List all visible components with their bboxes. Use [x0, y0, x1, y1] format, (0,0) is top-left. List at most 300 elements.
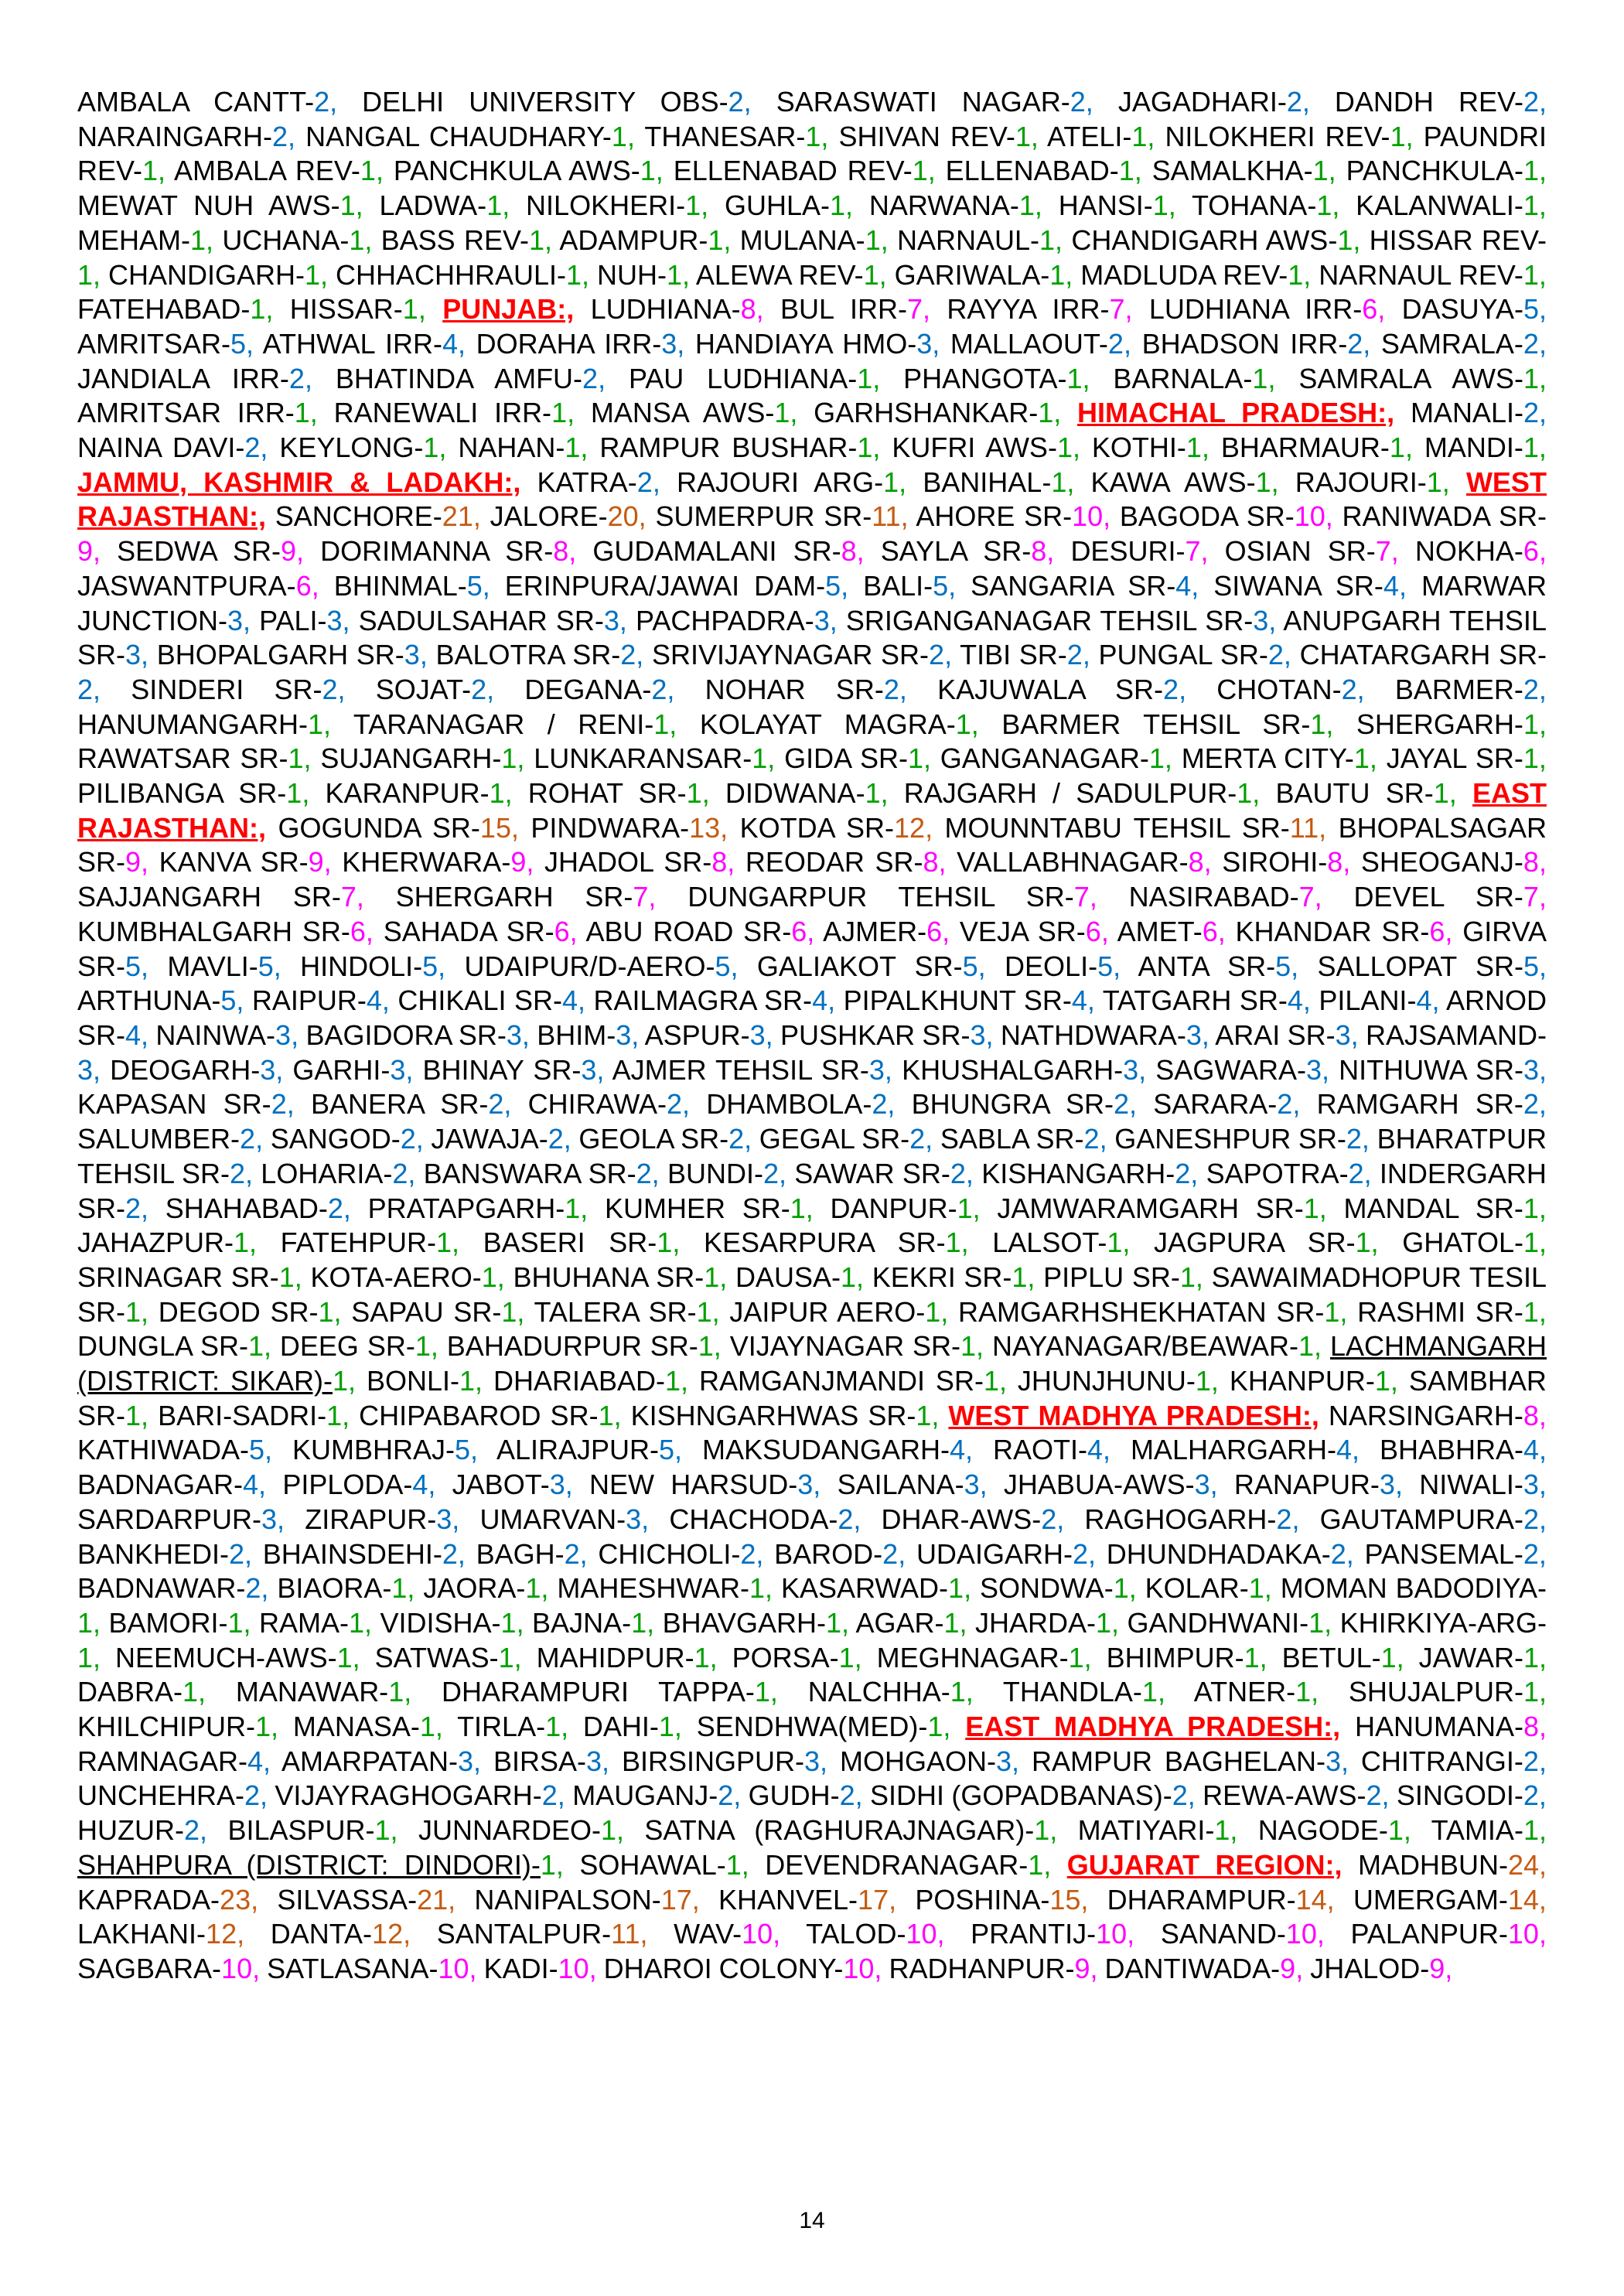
station-entry — [1282, 1642, 1404, 1673]
station-name: MADLUDA REV- — [1080, 258, 1288, 291]
station-entry — [706, 1088, 895, 1120]
rainfall-value: 21, — [417, 1883, 456, 1916]
station-entry — [814, 397, 1061, 428]
station-name: DANTIWADA- — [1104, 1952, 1281, 1984]
station-name: DHARAMPUR- — [1107, 1883, 1296, 1916]
rainfall-value: 2, — [1070, 86, 1093, 118]
rainfall-value: 7, — [633, 881, 657, 913]
rainfall-value: 1, — [1288, 258, 1312, 291]
rainfall-value: 3, — [868, 1053, 892, 1086]
rainfall-value: 7, — [340, 881, 364, 913]
station-name: GARIWALA- — [894, 258, 1050, 291]
rainfall-value: 2, — [488, 1088, 512, 1121]
rainfall-value: 1, — [288, 742, 312, 775]
rainfall-value: 7, — [1109, 293, 1133, 326]
station-name: NARAINGARH- — [77, 120, 273, 152]
station-name: SRIGANGANAGAR TEHSIL SR- — [845, 604, 1254, 636]
rainfall-value: 2, — [1107, 327, 1131, 360]
station-entry — [77, 1503, 285, 1535]
station-name: RAYYA IRR- — [947, 293, 1110, 326]
station-entry — [77, 1572, 268, 1604]
station-entry — [442, 1676, 778, 1708]
rainfall-value: 1, — [1310, 708, 1334, 740]
station-name: BANKHEDI- — [77, 1537, 230, 1570]
station-name: GALIAKOT SR- — [756, 950, 963, 982]
station-entry — [947, 293, 1132, 325]
station-entry — [677, 466, 906, 498]
station-name: KASARWAD- — [781, 1572, 949, 1605]
rainfall-value: 1, — [391, 1572, 415, 1605]
station-entry — [960, 639, 1090, 670]
station-entry — [674, 155, 936, 186]
station-name: SARDARPUR- — [77, 1503, 262, 1535]
station-entry — [846, 605, 1276, 636]
station-name: SANCHORE- — [275, 500, 442, 533]
station-name: KAPASAN SR- — [77, 1088, 271, 1121]
rainfall-value: 10, — [906, 1918, 945, 1950]
station-entry — [532, 1607, 654, 1639]
station-name: BAJNA- — [532, 1606, 632, 1639]
station-name: JAGPURA SR- — [1153, 1226, 1356, 1259]
station-name: DASUYA- — [1401, 293, 1523, 326]
station-entry — [359, 1400, 621, 1431]
station-name: SANAND- — [1160, 1918, 1286, 1950]
rainfall-value: 3, — [326, 604, 350, 636]
station-name: SAYLA SR- — [880, 535, 1032, 568]
station-entry — [110, 1054, 283, 1086]
station-name: BHIM- — [537, 1018, 616, 1051]
rainfall-value: 1, — [498, 1641, 522, 1673]
rainfall-value: 1, — [694, 1641, 718, 1673]
station-name: KHANDAR SR- — [1235, 915, 1430, 947]
station-entry — [980, 1572, 1137, 1604]
station-name: NARNAUL REV- — [1319, 258, 1523, 291]
station-entry — [267, 1953, 476, 1984]
station-name: KESARPURA SR- — [703, 1226, 946, 1259]
station-name: BALOTRA SR- — [435, 639, 621, 671]
station-name: FATEHPUR- — [280, 1226, 436, 1259]
station-entry — [1317, 1088, 1547, 1120]
station-name: GUDH- — [748, 1779, 840, 1812]
station-name: UMERGAM- — [1353, 1883, 1508, 1916]
station-name: KEKRI SR- — [872, 1261, 1012, 1293]
station-entry — [1431, 1814, 1547, 1846]
station-entry — [774, 1538, 906, 1570]
rainfall-value: 1, — [1523, 742, 1547, 775]
station-name: PILANI- — [1319, 984, 1417, 1017]
rainfall-value: 3, — [1335, 1018, 1359, 1051]
rainfall-value: 2, — [1341, 673, 1365, 705]
rainfall-value: 1, — [565, 1192, 589, 1224]
rainfall-value: 1, — [481, 1261, 505, 1293]
station-name: HANUMANGARH- — [77, 708, 309, 740]
station-entry — [1078, 1814, 1238, 1846]
rainfall-value: 9, — [1280, 1952, 1304, 1984]
station-entry — [77, 189, 363, 221]
station-name: AMET- — [1117, 915, 1203, 947]
station-entry — [496, 1434, 682, 1465]
rainfall-value: 2, — [1523, 1745, 1547, 1777]
rainfall-value: 1, — [294, 397, 318, 429]
station-name: TOHANA- — [1191, 189, 1317, 222]
rainfall-value: 1, — [1316, 189, 1340, 222]
station-entry — [537, 1019, 639, 1051]
rainfall-value: 1, — [1049, 258, 1073, 291]
rainfall-value: 1, — [927, 1711, 951, 1743]
station-entry — [1343, 1192, 1546, 1224]
station-entry — [77, 363, 312, 394]
station-name: CHIRAWA- — [527, 1088, 667, 1121]
rainfall-value: 3, — [581, 1053, 605, 1086]
rainfall-value: 1, — [250, 293, 274, 326]
station-entry — [281, 1745, 481, 1777]
rainfall-value: 2, — [1523, 1779, 1547, 1812]
rainfall-value: 5, — [933, 569, 957, 602]
rainfall-value: 1, — [838, 1641, 862, 1673]
station-entry — [1099, 639, 1291, 670]
rainfall-value: 3, — [506, 1018, 530, 1051]
station-entry — [376, 674, 494, 705]
station-entry — [781, 1572, 971, 1604]
station-entry — [1411, 397, 1547, 428]
station-name: RAOTI- — [992, 1434, 1087, 1466]
station-name: NAYANAGAR/BEAWAR- — [991, 1330, 1299, 1363]
station-entry — [423, 1572, 548, 1604]
station-name: DIDWANA- — [725, 777, 865, 810]
rainfall-value: 1, — [1433, 777, 1457, 810]
rainfall-value: 1, — [1312, 155, 1336, 187]
station-entry — [77, 1918, 244, 1950]
station-entry — [353, 708, 677, 740]
rainfall-value: 3, — [125, 639, 149, 671]
station-name: BASERI SR- — [483, 1226, 657, 1259]
station-entry — [368, 1192, 589, 1224]
rainfall-value: 1, — [77, 1641, 101, 1673]
station-entry — [697, 1711, 951, 1742]
rainfall-value: 8, — [923, 846, 947, 878]
station-entry — [334, 397, 575, 428]
rainfall-value: 2, — [636, 1157, 660, 1189]
station-name: BADNAWAR- — [77, 1572, 246, 1605]
rainfall-value: 7, — [1073, 881, 1097, 913]
station-name: PRANTIJ- — [971, 1918, 1097, 1950]
rainfall-value: 2, — [1163, 673, 1187, 705]
station-name: MARWAR JUNCTION- — [77, 569, 1547, 636]
station-name: BIAORA- — [277, 1572, 392, 1605]
rainfall-value: 1, — [1051, 466, 1075, 498]
station-name: JAMWARAMGARH SR- — [997, 1192, 1304, 1224]
station-entry — [351, 1296, 524, 1328]
station-name: BETUL- — [1281, 1641, 1381, 1673]
station-entry — [292, 1054, 413, 1086]
station-entry — [1346, 155, 1547, 186]
station-entry — [592, 535, 864, 567]
station-name: MOUNNTABU TEHSIL SR- — [944, 811, 1290, 844]
rainfall-value: 1, — [1214, 1814, 1238, 1847]
station-name: SIDHI (GOPADBANAS)- — [869, 1779, 1172, 1812]
station-entry — [77, 881, 364, 913]
rainfall-value: 1, — [1523, 1676, 1547, 1708]
station-entry — [1152, 155, 1336, 186]
station-name: SUJANGARH- — [320, 742, 502, 775]
rainfall-value: 1, — [1426, 466, 1450, 498]
station-name: PRATAPGARH- — [367, 1192, 565, 1224]
rainfall-value: 11, — [611, 1918, 648, 1950]
rainfall-value: 1, — [653, 708, 677, 740]
station-entry — [277, 1572, 415, 1604]
station-name: SALUMBER- — [77, 1123, 241, 1155]
rainfall-value: 1, — [501, 1295, 525, 1328]
station-name: KHIRKIYA-ARG- — [1339, 1606, 1547, 1639]
station-name: KISHANGARH- — [981, 1157, 1175, 1189]
station-entry — [1319, 259, 1547, 291]
station-entry — [77, 224, 213, 256]
station-name: JABOT- — [452, 1469, 550, 1501]
station-entry — [336, 363, 606, 394]
rainfall-value: 2, — [1523, 327, 1547, 360]
station-entry — [77, 1884, 258, 1916]
station-name: SOJAT- — [375, 673, 472, 705]
station-entry — [1206, 1158, 1372, 1189]
region-heading: WEST MADHYA PRADESH:, — [948, 1399, 1319, 1431]
station-entry — [597, 259, 690, 291]
rainfall-value: 2, — [620, 639, 644, 671]
station-entry — [1230, 1365, 1398, 1397]
rainfall-value: 1, — [983, 1365, 1007, 1397]
station-name: NILOKHERI- — [526, 189, 686, 222]
station-name: KOTHI- — [1091, 432, 1186, 464]
rainfall-value: 21, — [442, 500, 481, 533]
station-name: JHALOD- — [1310, 1952, 1430, 1984]
rainfall-value: 1, — [459, 1365, 483, 1397]
rainfall-value: 2, — [229, 1537, 253, 1570]
station-name: BAGIDORA SR- — [305, 1018, 507, 1051]
station-name: NARWANA- — [868, 189, 1019, 222]
rainfall-value: 2, — [471, 673, 495, 705]
station-entry — [380, 1607, 524, 1639]
station-name: JHADOL SR- — [544, 846, 712, 878]
station-entry — [1395, 674, 1547, 705]
station-entry — [1107, 1538, 1354, 1570]
station-name: GOGUNDA SR- — [278, 811, 480, 844]
station-entry — [155, 1019, 299, 1051]
station-entry — [1154, 1226, 1379, 1258]
station-name: NAGODE- — [1257, 1814, 1388, 1847]
rainfall-value: 1, — [1118, 155, 1142, 187]
rainfall-value: 8, — [740, 293, 764, 326]
station-entry — [334, 570, 490, 602]
station-name: RAWATSAR SR- — [77, 742, 288, 775]
rainfall-value: 4, — [561, 984, 585, 1017]
station-name: TATGARH SR- — [1102, 984, 1288, 1017]
station-name: SABLA SR- — [940, 1123, 1084, 1155]
station-entry — [305, 1503, 459, 1535]
rainfall-value: 3, — [1523, 1469, 1547, 1501]
station-entry — [320, 535, 576, 567]
station-entry — [735, 1261, 864, 1293]
station-entry — [1387, 742, 1547, 774]
station-entry — [537, 1642, 718, 1673]
station-name: DEOGARH- — [110, 1053, 261, 1086]
station-name: PANCHKULA- — [1346, 155, 1523, 187]
rainfall-value: 2, — [1348, 1157, 1372, 1189]
rainfall-value: 1, — [865, 223, 889, 256]
station-entry — [275, 500, 481, 532]
station-name: BHUNGRA SR- — [911, 1088, 1114, 1121]
station-entry — [281, 1226, 459, 1258]
station-name: AMARPATAN- — [281, 1745, 459, 1777]
station-entry — [528, 777, 710, 809]
station-name: MATIYARI- — [1077, 1814, 1215, 1847]
station-name: LAKHANI- — [77, 1918, 206, 1950]
station-name: MOMAN BADODIYA- — [1280, 1572, 1547, 1605]
station-name: CHOTAN- — [1216, 673, 1342, 705]
rainfall-value: 1, — [1523, 189, 1547, 222]
rainfall-value: 1, — [1523, 1641, 1547, 1673]
station-entry — [599, 432, 880, 463]
station-name: SHEOGANJ- — [1360, 846, 1523, 878]
station-entry — [465, 950, 739, 982]
station-entry — [1192, 189, 1339, 221]
station-entry — [436, 639, 644, 670]
station-name: NATHDWARA- — [1000, 1018, 1186, 1051]
station-name: SANGARIA SR- — [971, 569, 1176, 602]
rainfall-value: 14, — [1295, 1883, 1335, 1916]
station-name: VALLABHNAGAR- — [957, 846, 1189, 878]
station-name: LUDHIANA IRR- — [1148, 293, 1363, 326]
station-entry — [484, 1953, 597, 1984]
rainfall-value: 1, — [318, 1295, 342, 1328]
rainfall-value: 1, — [686, 777, 710, 810]
station-entry — [1380, 1434, 1547, 1465]
rainfall-value: 8, — [553, 535, 577, 568]
rainfall-value: 2, — [244, 432, 268, 464]
station-name: KHERWARA- — [342, 846, 511, 878]
station-name: CHATARGARH SR- — [1299, 639, 1547, 671]
station-entry — [1234, 1469, 1403, 1500]
station-entry — [293, 1711, 443, 1742]
rainfall-value: 1, — [685, 189, 709, 222]
station-name: RAMNAGAR- — [77, 1745, 248, 1777]
station-entry — [222, 224, 372, 256]
rainfall-value: 3, — [749, 1018, 773, 1051]
rainfall-value: 8, — [1031, 535, 1055, 568]
station-entry — [108, 259, 328, 291]
station-name: BHUHANA SR- — [513, 1261, 705, 1293]
station-entry — [1001, 1019, 1209, 1051]
station-name: MEHAM- — [77, 223, 190, 256]
rainfall-value: 1, — [698, 1330, 722, 1363]
station-entry — [794, 1158, 974, 1189]
rainfall-value: 1, — [1380, 1641, 1404, 1673]
rainfall-value: 2, — [1172, 1779, 1196, 1812]
station-entry — [889, 1953, 1097, 1984]
rainfall-value: 1, — [125, 1295, 149, 1328]
rainfall-value: 1, — [725, 1848, 749, 1881]
station-entry — [261, 1158, 415, 1189]
rainfall-value: 1, — [749, 1572, 773, 1605]
rainfall-value: 2, — [728, 86, 752, 118]
station-name: SAMRALA- — [1380, 327, 1523, 360]
station-entry — [362, 86, 752, 118]
station-name: MEGHNAGAR- — [876, 1641, 1069, 1673]
station-entry — [1203, 1779, 1389, 1811]
rainfall-value: 4, — [247, 1745, 271, 1777]
station-entry — [431, 1123, 571, 1155]
station-entry — [1001, 708, 1333, 740]
station-name: SAMALKHA- — [1151, 155, 1313, 187]
rainfall-value: 4, — [1383, 569, 1407, 602]
region-heading: GUJARAT REGION:, — [1066, 1848, 1343, 1881]
rainfall-value: 2, — [1066, 639, 1090, 671]
station-name: LADWA- — [379, 189, 487, 222]
station-name: VIJAYRAGHOGARH- — [275, 1779, 542, 1812]
rainfall-value: 24, — [1507, 1848, 1547, 1881]
station-name: KEYLONG- — [279, 432, 424, 464]
station-name: BHINMAL- — [333, 569, 467, 602]
station-name: PIPALKHUNT SR- — [843, 984, 1072, 1017]
station-name: DEOLI- — [1005, 950, 1098, 982]
rainfall-value: 1, — [1353, 742, 1377, 775]
rainfall-value: 1, — [1523, 1814, 1547, 1847]
station-entry — [77, 1538, 252, 1570]
station-entry — [1295, 466, 1450, 498]
rainfall-value: 2, — [872, 1088, 896, 1121]
station-name: AGAR- — [855, 1606, 944, 1639]
station-entry — [452, 1469, 573, 1500]
rainfall-value: 1, — [423, 432, 447, 464]
station-entry — [77, 86, 337, 118]
station-entry — [263, 328, 466, 360]
station-name: ATHWAL IRR- — [262, 327, 442, 360]
station-entry — [77, 1088, 295, 1120]
station-entry — [729, 1296, 948, 1328]
station-name: SAMRALA AWS- — [1298, 362, 1523, 394]
station-entry — [476, 328, 685, 360]
rainfall-value: 2, — [1277, 1088, 1301, 1121]
station-entry — [526, 189, 708, 221]
station-name: LALSOT- — [992, 1226, 1107, 1259]
station-name: MALHARGARH- — [1130, 1434, 1336, 1466]
rainfall-value: 1, — [1390, 120, 1414, 152]
rainfall-value: 1, — [374, 1814, 398, 1847]
rainfall-value: 5, — [1523, 293, 1547, 326]
rainfall-value: 3, — [227, 604, 251, 636]
station-entry — [831, 1192, 981, 1224]
station-name: ALEWA REV- — [695, 258, 864, 291]
station-name: MEWAT NUH AWS- — [77, 189, 340, 222]
rainfall-value: 5, — [825, 569, 849, 602]
station-name: LOHARIA- — [261, 1157, 393, 1189]
station-entry — [591, 397, 798, 428]
rainfall-value: 4, — [412, 1469, 436, 1501]
station-entry — [423, 1054, 605, 1086]
station-name: NASIRABAD- — [1128, 881, 1299, 913]
station-entry — [457, 1711, 568, 1742]
station-name: AJMER TEHSIL SR- — [612, 1053, 869, 1086]
station-name: DANTA- — [270, 1918, 373, 1950]
station-entry — [109, 1607, 251, 1639]
rainfall-value: 6, — [350, 915, 374, 947]
station-name: NANGAL CHAUDHARY- — [305, 120, 612, 152]
station-name: ROHAT SR- — [527, 777, 687, 810]
station-name: BAMORI- — [108, 1606, 228, 1639]
station-entry — [282, 1469, 435, 1500]
rainfall-value: 1, — [326, 1399, 350, 1431]
rainfall-value: 3, — [916, 327, 940, 360]
station-name: BHIMPUR- — [1106, 1641, 1244, 1673]
rainfall-value: 5, — [962, 950, 986, 982]
